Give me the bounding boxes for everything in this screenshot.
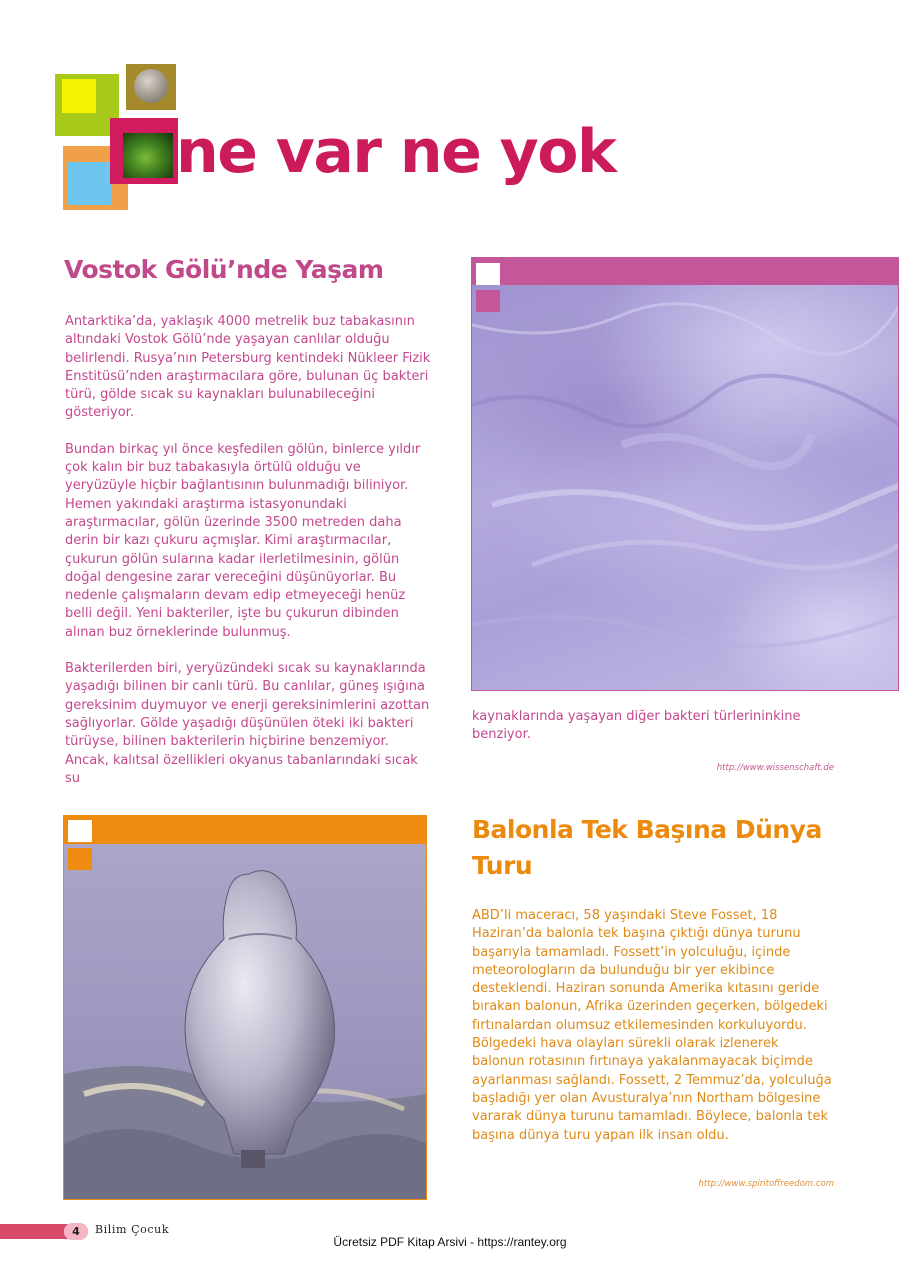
antarctica-satellite-photo: [471, 284, 899, 691]
photo-corner-white-square: [476, 263, 500, 285]
article-heading-balloon: Balonla Tek Başına Dünya Turu: [472, 815, 822, 880]
logo-square-yellow: [62, 79, 96, 113]
balloon-scene: [64, 844, 427, 1200]
photo-corner-pink-square: [476, 290, 500, 312]
logo-square-blue: [67, 162, 111, 205]
source-link-spiritoffreedom[interactable]: http://www.spiritoffreedom.com: [698, 1179, 834, 1189]
page-number: 4: [64, 1223, 88, 1240]
photo-corner-orange-square: [68, 848, 92, 870]
balloon-photo: [63, 843, 427, 1200]
article-body-vostok: [65, 313, 433, 806]
frog-image: [123, 133, 173, 178]
section-title: ne var ne yok: [176, 117, 616, 187]
ice-texture: [472, 285, 899, 691]
paragraph: Bakterilerden biri, yeryüzündeki sıcak su kaynaklarında yaşadığı bilinen bir canlı türü. Bu canlılar, güneş ışığına gereksinim duymuyor ve enerji gereksinimlerini azottan sağlıyorlar. Gölde yaşadığı düşünülen öteki iki bakteri türüyse, bilinen bakterilerin hiçbirine benzemiyor. Ancak, kalıtsal özellikleri okyanus tabanlarındaki sıcak su: [65, 661, 430, 786]
photo-header-bar: [63, 815, 427, 843]
source-link-wissenschaft[interactable]: http://www.wissenschaft.de: [716, 763, 834, 773]
article-heading-vostok: Vostok Gölü’nde Yaşam: [64, 255, 384, 284]
article-body-balloon: ABD’li maceracı, 58 yaşındaki Steve Fosset, 18 Haziran’da balonla tek başına çıktığı dünya turunu başarıyla tamamladı. Fossett’in yolculuğu, içinde meteorologların da bulunduğu bir yer ekibince desteklendi. Haziran sonunda Amerika kıtasını geride bırakan balonun, Afrika üzerinden geçerken, bölgedeki fırtınalardan olumsuz etkilemesinden korkuluyordu. Bölgedeki hava olayları sürekli olarak izlenerek balonun rotasının fırtınaya yakalanmayacak biçimde ayarlanması sağlandı. Fossett, 2 Temmuz’da, yolculuğa başladığı yer olan Avusturalya’nın Northam bölgesine vararak dünya turunu tamamladı. Böylece, balonla tek başına dünya turu yapan ilk insan oldu.: [472, 908, 832, 1143]
logo-square-moon: [126, 64, 176, 110]
photo-corner-white-square: [68, 820, 92, 842]
magazine-name: Bilim Çocuk: [95, 1223, 170, 1236]
watermark-text: Ücretsiz PDF Kitap Arsivi - https://rantey.org: [333, 1235, 567, 1249]
article-continuation: kaynaklarında yaşayan diğer bakteri türlerininkine benziyor.: [472, 709, 801, 743]
paragraph: Antarktika’da, yaklaşık 4000 metrelik buz tabakasının altındaki Vostok Gölü’nde yaşayan canlılar olduğu belirlendi. Rusya’nın Petersburg kentindeki Nükleer Fizik Enstitüsü’nden araştırmacılara göre, bulunan üç bakteri türü, gölde sıcak su kaynakları bulunabileceğini gösteriyor.: [65, 314, 431, 421]
moon-image: [134, 69, 168, 103]
paragraph: Bundan birkaç yıl önce keşfedilen gölün, binlerce yıldır çok kalın bir buz tabakasıyla örtülü olduğu ve yeryüzüyle hiçbir bağlantısının bulunmadığı biliniyor. Hemen yakındaki araştırma istasyonundaki araştırmacılar, gölün üzerinde 3500 metreden daha derin bir kazı çukuru açmışlar. Kimi araştırmacılar, çukurun gölün sularına kadar ilerletilmesinin, gölün doğal dengesine zarar vereceğini düşünüyorlar. Bu nedenle çalışmaların devam edip etmeyeceği henüz belli değil. Yeni bakteriler, işte bu çukurun dibinden alınan buz örneklerinde bulunmuş.: [65, 441, 421, 640]
photo-header-bar: [471, 257, 899, 284]
